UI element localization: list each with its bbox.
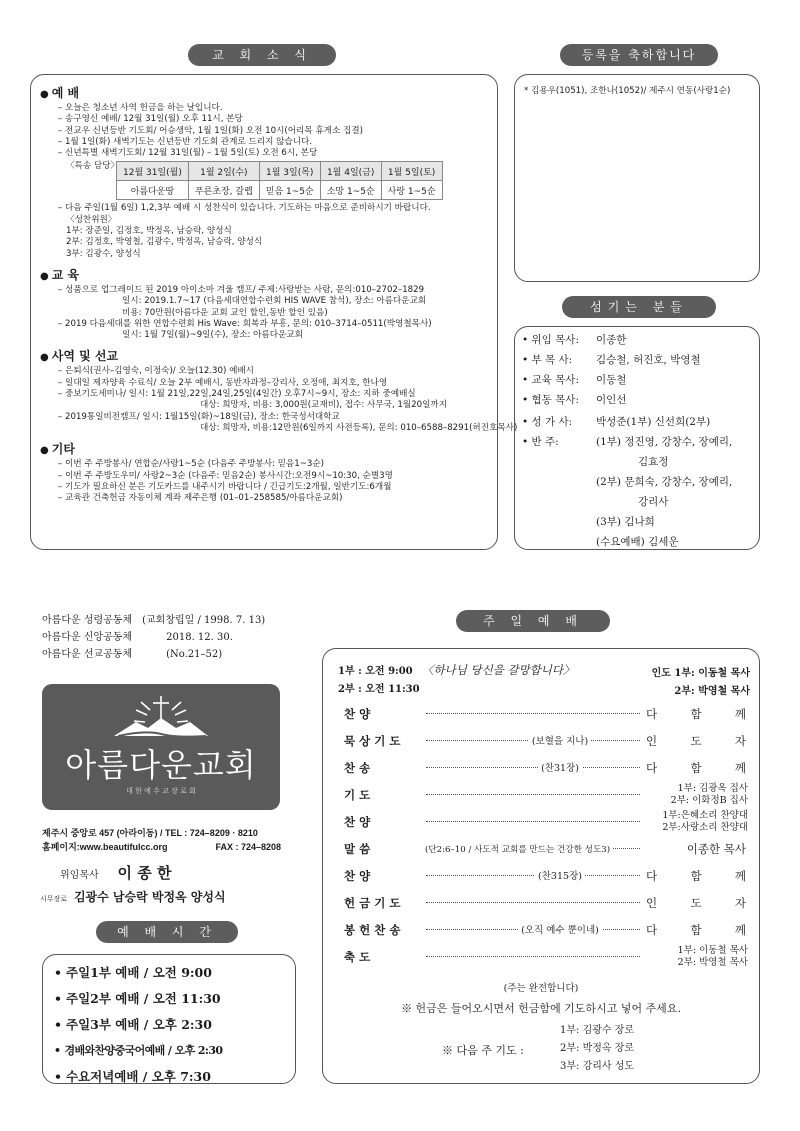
service-item-detail: (단2:6–10 / 사도적 교회를 만드는 건강한 성도3) [422,845,613,855]
service-closing: (주는 완전합니다) [503,983,579,994]
service-item-label: 찬 양 [344,869,371,883]
committee-line: 1부: 장준일, 김정호, 박정옥, 남승락, 양성식 [66,226,232,237]
news-line: – 기도가 필요하신 분은 기도카드를 내주시기 바랍니다 / 긴급기도:2개월, 일반기도:6개월 [58,481,392,492]
service-item-leader: 이종한 목사 [686,842,746,856]
church-header [42,612,302,663]
news-line: 비용: 70만원(아름다운 교회 교인 할인,동반 할인 있음) [122,307,328,318]
service-item-detail: (오직 예수 뿐이네) [518,925,602,936]
service-item-detail: (찬315장) [535,871,585,882]
news-line: – 이번 주 주방도우미/ 사랑2~3순 (다음주: 믿음2순) 봉사시간:오전9시~10:30, 순별3명 [58,470,393,481]
service-item-leader: 다 함 께 [646,923,746,937]
news-line: – 2019 다음세대를 위한 연합수련회 His Wave: 회복과 부흥, 문의: 010–3714–0511(박영철목사) [58,318,432,329]
staff-row [522,532,758,552]
offering-notice: ※ 헌금은 들어오시면서 헌금함에 기도하시고 넣어 주세요. [401,1002,681,1015]
sunday-service-title-pill [456,610,610,632]
news-title: 교 회 소 식 [212,48,312,62]
staff-row [522,330,758,350]
news-line: – 다음 주일(1월 6일) 1,2,3부 예배 시 성찬식이 있습니다. 기도하는 마음으로 준비하시기 바랍니다. [58,203,431,214]
service-item [326,868,758,894]
staff-name: 김승철, 허진호, 박영철 [596,354,701,366]
service-lead-2: 2부: 박영철 목사 [674,686,750,697]
pastor-line [60,862,300,883]
news-line: – 1월 1일(화) 새벽기도는 신년등반 기도회 관계로 드리지 않습니다. [58,136,313,147]
news-title-pill [188,44,336,66]
cross-mountain-icon [106,692,216,738]
leader-dots [426,902,640,903]
service-time-2: 2부 : 오전 11:30 [338,684,420,695]
leader-dots [426,956,640,957]
table-header-cell: 1월 5일(토) [381,162,442,181]
worship-time-row: • 수요저녁예배 / 오후 7:30 [54,1064,294,1090]
community-line: 아름다운 성령공동체 (교회창립일 / 1998. 7. 13) [42,615,266,626]
news-line: – 2019통일비전캠프/ 일시: 1월15일(화)~18일(금), 장소: 한국성서대학교 [58,411,340,422]
bulletin-issue: (No.21–52) [166,649,223,660]
news-line: – 교육관 건축헌금 자동이체 계좌 제주은행 (01–01–258585/아름다운교회) [58,493,343,504]
table-header-cell: 1월 2일(수) [188,162,259,181]
next-prayer-label: ※ 다음 주 기도 : [442,1044,524,1057]
leader-dots [426,794,640,795]
staff-name: 강리사 [638,496,669,508]
service-item-leader: 1부:은혜소리 찬양대 2부:사랑소리 찬양대 [662,810,748,833]
service-item-detail: (찬31장) [538,763,582,774]
registration-box [514,74,760,282]
news-line: – 전교우 신년등반 기도회/ 어승생악, 1월 1일(화) 오전 10시(어리목 휴게소 집결) [58,125,363,136]
service-item [326,895,758,921]
table-cell: 푸른초장, 갈렙 [188,181,259,200]
staff-name: 박성준(1부) 신선희(2부) [596,416,711,428]
church-logo-sub: 대 한 예 수 교 장 로 회 [126,787,196,795]
staff-role: • 성 가 사: [522,416,573,428]
worship-times-title: 예 배 시 간 [117,925,217,939]
staff-name: (1부) 정진영, 강창수, 장예리, [596,436,733,448]
committee-line: 2부: 김정호, 박영철, 김광수, 박정옥, 남승락, 양성식 [66,237,263,248]
worship-times-title-pill [96,921,238,943]
service-theme: 〈하나님 당신을 갈망합니다〉 [422,663,575,677]
etc-heading: ● 기타 [40,440,494,457]
staff-row [522,452,758,472]
leader-dots [426,713,640,714]
bulletin-date: 2018. 12. 30. [166,632,233,643]
church-contact [42,826,302,854]
staff-row [522,370,758,390]
committee-label: 〈성찬위원〉 [66,214,117,225]
service-item-detail: (보혈을 지나) [529,736,591,747]
service-item-leader: 1부: 김광옥 집사 2부: 이화정B 집사 [670,783,748,806]
staff-role: • 반 주: [522,436,559,448]
staff-name: 이종한 [596,334,627,346]
next-prayer-item: 2부: 박정옥 장로 [560,1043,635,1054]
service-item-label: 축 도 [344,950,371,964]
service-item-leader: 다 함 께 [646,761,746,775]
table-cell: 믿음 1~5순 [259,181,320,200]
service-item-label: 기 도 [344,788,371,802]
staff-row [522,390,758,410]
next-prayer-item: 1부: 김광수 장로 [560,1025,635,1036]
service-item-leader: 다 함 께 [646,869,746,883]
staff-row [522,350,758,370]
table-header-cell: 12월 31일(월) [117,162,189,181]
staff-title: 섬기는 분들 [590,300,688,314]
founded-date: (교회창립일 / 1998. 7. 13) [142,615,266,626]
table-cell: 아름다운땅 [117,181,189,200]
church-web-fax [42,840,302,854]
news-line: – 일대일 제자양육 수료식/ 오늘 2부 예배시, 동반자과정–강리사, 오정애, 최지호, 한나영 [58,377,388,388]
next-prayer-list [560,1022,634,1076]
staff-name: (3부) 김나희 [596,516,655,528]
service-item [326,945,758,975]
service-item [326,733,758,759]
news-line: – 이번 주 주방봉사/ 연합순/사랑1~5순 (다음주 주방봉사: 믿음1~3순) [58,459,325,470]
news-line: 일시: 2019.1.7~17 (다음세대연합수련회 HIS WAVE 참석), 장소: 아름다운교회 [122,296,427,307]
service-item-label: 찬 양 [344,707,371,721]
staff-name: (수요예배) 김세운 [596,536,679,548]
dawn-prayer-table [116,161,443,200]
worship-time-row: • 주일1부 예배 / 오전 9:00 [54,960,294,986]
staff-name: (2부) 문희숙, 강창수, 장예리, [596,476,733,488]
staff-list [522,330,758,552]
news-line: – 성품으로 업그레이드 된 2019 아이소마 겨울 캠프/ 주제:사랑받는 사람, 문의:010–2702–1829 [58,284,425,295]
committee-line: 3부: 김광수, 양성식 [66,248,141,259]
staff-role: • 교육 목사: [522,374,579,386]
service-item [326,810,758,840]
staff-row [522,472,758,492]
community-line: 아름다운 신앙공동체 2018. 12. 30. [42,632,233,643]
service-item-leader: 1부: 이동철 목사 2부: 박영철 목사 [677,945,748,968]
worship-time-row: • 주일2부 예배 / 오전 11:30 [54,986,294,1012]
service-header [334,660,754,700]
staff-row [522,492,758,512]
registration-title: 등록을 축하합니다 [581,48,697,62]
service-lead-1: 인도 1부: 이동철 목사 [651,668,750,679]
staff-role: • 협동 목사: [522,394,579,406]
leader-dots [426,821,640,822]
worship-time-row: • 주일3부 예배 / 오후 2:30 [54,1012,294,1038]
next-prayer-item: 3부: 강리사 성도 [560,1061,635,1072]
worship-time-row: • 경배와찬양중국어예배 / 오후 2:30 [54,1038,294,1064]
staff-name: 이인선 [596,394,627,406]
news-line: 대상: 희망자, 비용: 3,000원(교재비), 접수: 사무국, 1월20일까지 [200,400,448,411]
service-item-label: 찬 양 [344,815,371,829]
news-line: – 신년특별 새벽기도회/ 12월 31일(월) – 1월 5일(토) 오전 6시, 본당 [58,148,318,159]
church-fax: FAX : 724–8208 [215,842,281,852]
elders-label: 시무장로 [40,895,68,903]
staff-row [522,412,758,432]
service-item-label: 헌 금 기 도 [344,896,401,910]
registration-text: * 김용우(1051), 조한나(1052)/ 제주시 연동(사랑1순) [524,86,731,96]
pastor-label: 위임목사 [60,870,99,881]
church-logo [42,684,280,810]
education-heading: ● 교 육 [40,266,494,283]
table-cell: 사랑 1~5순 [381,181,442,200]
community-line: 아름다운 선교공동체 (No.21–52) [42,649,223,660]
service-order [326,706,758,978]
church-homepage: 홈페이지:www.beautifulcc.org [42,842,168,852]
worship-heading: ● 예 배 [40,84,494,101]
church-address: 제주시 중앙로 457 (아라이동) / TEL : 724–8209 · 8210 [42,828,258,838]
worship-times-list [54,960,294,1090]
mission-heading: ● 사역 및 선교 [40,347,494,364]
staff-title-pill [562,296,716,318]
service-item-leader: 다 함 께 [646,707,746,721]
news-content [40,78,518,504]
staff-name: 김효정 [638,456,669,468]
staff-role: • 위임 목사: [522,334,579,346]
service-item-label: 묵 상 기 도 [344,734,401,748]
service-item [326,706,758,732]
staff-name: 이동철 [596,374,627,386]
service-item-leader: 인 도 자 [646,896,746,910]
pastor-name: 이 종 한 [117,864,172,882]
staff-role: • 부 목 사: [522,354,573,366]
news-line: – 중보기도세미나/ 일시: 1월 21일,22일,24일,25일(4일간) 오후7시~9시, 장소: 지하 중예배실 [58,389,416,400]
elders-line [40,888,300,905]
service-item [326,841,758,867]
service-item-label: 봉 헌 찬 송 [344,923,401,937]
staff-row [522,512,758,532]
table-header-cell: 1월 3일(목) [259,162,320,181]
elders-names: 김광수 남승락 박정옥 양성식 [73,890,226,904]
news-line: 일시: 1월 7일(월)~9일(수), 장소: 아름다운교회 [122,330,303,341]
sunday-service-title: 주 일 예 배 [483,614,583,628]
news-line: – 송구영신 예배/ 12월 31일(월) 오후 11시, 본당 [58,114,243,125]
service-item-label: 찬 송 [344,761,371,775]
news-line: – 오늘은 청소년 사역 헌금을 하는 날입니다. [58,103,223,113]
service-time-1: 1부 : 오전 9:00 [338,666,413,677]
staff-row [522,432,758,452]
church-logo-name: 아름다운교회 [65,746,257,784]
service-item-leader: 인 도 자 [646,734,746,748]
table-cell: 소망 1~5순 [320,181,381,200]
service-item-label: 말 씀 [344,842,371,856]
duty-label: 〈특송 담당〉 [66,161,120,172]
table-header-cell: 1월 4일(금) [320,162,381,181]
registration-title-pill [560,44,718,66]
news-line: – 은퇴식(권사–김영숙, 이정숙)/ 오늘(12.30) 예배시 [58,366,254,377]
news-line: 대상: 희망자, 비용:12만원(6일까지 사전등록), 문의: 010–6588–8291(허진호목사) [200,422,518,433]
